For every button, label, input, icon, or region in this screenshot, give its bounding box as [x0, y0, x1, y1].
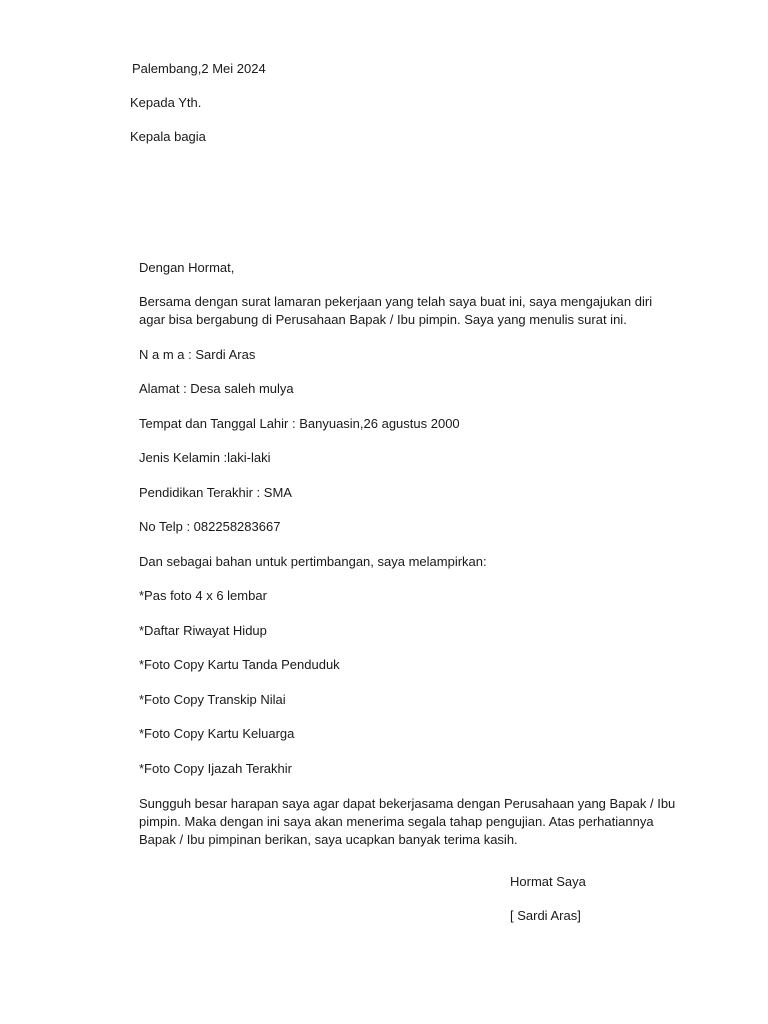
address-field: Alamat : Desa saleh mulya — [139, 381, 294, 396]
closing-line: pimpin. Maka dengan ini saya akan menerima segala tahap pengujian. Atas perhatiannya — [139, 814, 654, 829]
attachment-item: *Pas foto 4 x 6 lembar — [139, 588, 267, 603]
greeting: Dengan Hormat, — [139, 260, 235, 275]
attachment-item: *Foto Copy Kartu Keluarga — [139, 726, 295, 741]
name-field: N a m a : Sardi Aras — [139, 347, 256, 362]
phone-field: No Telp : 082258283667 — [139, 519, 281, 534]
education-field: Pendidikan Terakhir : SMA — [139, 485, 292, 500]
intro-line: Bersama dengan surat lamaran pekerjaan yang telah saya buat ini, saya mengajukan diri — [139, 294, 653, 309]
attachment-item: *Foto Copy Kartu Tanda Penduduk — [139, 657, 340, 672]
salutation-to: Kepada Yth. — [130, 95, 202, 110]
closing-paragraph — [139, 795, 679, 849]
intro-paragraph — [139, 293, 679, 329]
closing-line: Bapak / Ibu pimpinan berikan, saya ucapkan banyak terima kasih. — [139, 832, 518, 847]
attachment-item: *Foto Copy Transkip Nilai — [139, 692, 286, 707]
birth-field: Tempat dan Tanggal Lahir : Banyuasin,26 agustus 2000 — [139, 416, 460, 431]
recipient: Kepala bagia — [130, 129, 206, 144]
signature-name: [ Sardi Aras] — [510, 908, 581, 923]
attachments-intro: Dan sebagai bahan untuk pertimbangan, saya melampirkan: — [139, 554, 487, 569]
place-date: Palembang,2 Mei 2024 — [132, 61, 266, 76]
closing-line: Sungguh besar harapan saya agar dapat bekerjasama dengan Perusahaan yang Bapak / Ibu — [139, 796, 676, 811]
signature-salutation: Hormat Saya — [510, 874, 586, 889]
gender-field: Jenis Kelamin :laki-laki — [139, 450, 271, 465]
attachment-item: *Daftar Riwayat Hidup — [139, 623, 267, 638]
attachment-item: *Foto Copy Ijazah Terakhir — [139, 761, 292, 776]
intro-line: agar bisa bergabung di Perusahaan Bapak / Ibu pimpin. Saya yang menulis surat ini. — [139, 312, 627, 327]
